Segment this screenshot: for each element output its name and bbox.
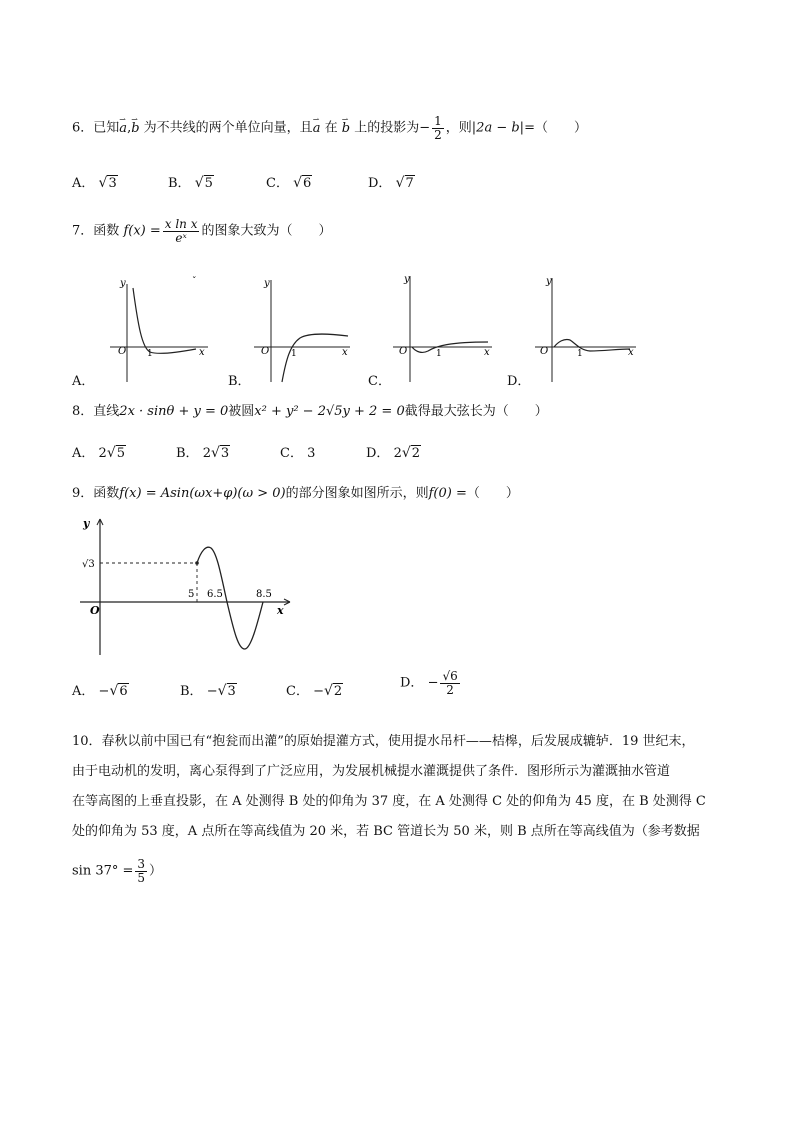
- q9-option-c[interactable]: C． −√2: [286, 683, 343, 699]
- q7-graphs: [70, 270, 650, 388]
- q8-option-b[interactable]: B． 2√3: [176, 445, 230, 461]
- q7-fraction: [163, 218, 200, 244]
- q9-option-d-num: √6: [442, 669, 458, 683]
- q7-option-b-label[interactable]: B．: [228, 374, 251, 389]
- q8-option-a-value: 5: [116, 446, 126, 461]
- q6-option-c-value: 6: [303, 176, 312, 191]
- q6-option-c-label: C．: [266, 176, 289, 191]
- q9-func: f(x) = Asin(ωx+φ)(ω > 0): [119, 486, 286, 501]
- q9-x-label: x: [277, 604, 284, 617]
- q8-tail: 截得最大弦长为（ ）: [404, 404, 548, 419]
- q6-option-b[interactable]: B． √5: [168, 175, 213, 191]
- q7-c-tick-one: 1: [436, 349, 442, 359]
- q8-line-eq: 2x · sinθ + y = 0: [119, 404, 229, 419]
- q9-option-c-label: C．: [286, 684, 309, 699]
- q9-y-label: y: [83, 517, 90, 530]
- q8-option-c-value: 3: [307, 446, 316, 461]
- q9-option-c-value: 2: [333, 684, 343, 699]
- q9-origin: O: [90, 604, 100, 617]
- q7-b-tick-one: 1: [291, 349, 297, 359]
- q9-number: 9．: [72, 486, 94, 501]
- q6-text1: 为不共线的两个单位向量，且: [143, 120, 313, 136]
- q7-a-x-label: x: [199, 347, 205, 358]
- q7-option-c-label[interactable]: C．: [368, 374, 391, 389]
- q6-vec-b2: ⇀ b: [342, 116, 350, 142]
- q6-option-a[interactable]: A． √3: [72, 175, 117, 191]
- q9-option-a-value: 6: [119, 684, 128, 699]
- q7-c-origin: O: [399, 346, 408, 357]
- q7-graph-d[interactable]: [535, 276, 636, 382]
- q7-option-d-label[interactable]: D．: [507, 374, 531, 389]
- q9-ask: f(0) =: [428, 486, 467, 501]
- q6-option-b-label: B．: [168, 176, 191, 191]
- q9-tick-5: 5: [188, 589, 195, 600]
- q6-vec-b: ⇀ b: [131, 116, 139, 142]
- q8-option-d-coef: 2: [393, 446, 402, 461]
- q9-option-c-sign: −: [313, 684, 324, 699]
- q6-text4: ，则: [445, 120, 472, 136]
- q9-tail: （ ）: [466, 486, 519, 501]
- q7-frac-den: eˣ: [175, 230, 187, 245]
- q9-tick-8-5: 8.5: [256, 589, 272, 600]
- q6-expr: |2a − b|: [471, 120, 525, 136]
- q6-option-d-value: 7: [405, 176, 414, 191]
- q10-ref-den: 5: [137, 870, 146, 885]
- q8-option-c[interactable]: [280, 442, 315, 461]
- q10-ref-pre: sin 37° =: [72, 863, 134, 879]
- q7-b-y-label: y: [264, 278, 270, 289]
- q10-ref-num: 3: [137, 857, 146, 871]
- q10-line4: 处的仰角为 53 度，A 点所在等高线值为 20 米，若 BC 管道长为 50 米，则 B 点所在等高线值为（参考数据: [72, 824, 700, 839]
- q10-line2: 由于电动机的发明，离心泵得到了广泛应用，为发展机械提水灌溉提供了条件．图形所示为灌溉抽水管道: [72, 764, 671, 779]
- q9-option-a[interactable]: A． −√6: [72, 683, 128, 699]
- q8-option-d-label: D．: [366, 446, 390, 461]
- q7-c-y-label: y: [404, 274, 410, 285]
- q6-option-a-label: A．: [72, 176, 95, 191]
- q7-frac-num: x ln x: [164, 217, 198, 231]
- q7-number: 7．: [72, 223, 94, 239]
- q6-option-d-label: D．: [368, 176, 392, 191]
- q7-graph-a[interactable]: [110, 276, 208, 382]
- q6-option-b-value: 5: [204, 176, 213, 191]
- q8-stem: [72, 400, 548, 419]
- q9-option-d[interactable]: [400, 670, 462, 696]
- q6-frac-den: 2: [434, 127, 442, 142]
- q8-pre: 直线: [93, 404, 120, 419]
- q9-sqrt3-label: √3: [82, 559, 95, 570]
- q6-pre: 已知: [93, 120, 120, 136]
- q7-d-x-label: x: [628, 347, 634, 358]
- q7-b-origin: O: [261, 346, 270, 357]
- q7-a-curve: [133, 288, 196, 353]
- q8-option-a-label: A．: [72, 446, 95, 461]
- q9-mid: 的部分图象如图所示，则: [285, 486, 429, 501]
- q10-line3: 在等高图的上垂直投影，在 A 处测得 B 处的仰角为 37 度，在 A 处测得 C 处的仰角为 45 度，在 B 处测得 C: [72, 794, 706, 809]
- q6-text3: 上的投影为: [354, 120, 420, 136]
- q7-d-tick-one: 1: [577, 349, 583, 359]
- q6-tail: =（ ）: [524, 120, 587, 136]
- q6-option-d[interactable]: D． √7: [368, 175, 414, 191]
- q7-a-mark: ˇ: [192, 277, 197, 287]
- q6-vec-a: ⇀ a: [119, 116, 127, 142]
- q9-option-b-sign: −: [206, 684, 218, 699]
- q7-stem: [72, 218, 332, 245]
- q7-tail: 的图象大致为（ ）: [201, 223, 332, 239]
- q9-option-d-sign: −: [427, 675, 439, 691]
- q6-option-a-value: 3: [108, 176, 117, 191]
- q9-point: [195, 561, 199, 565]
- q10-reference: [72, 858, 162, 884]
- q7-d-curve: [554, 339, 630, 351]
- q7-a-tick-one: 1: [147, 349, 153, 359]
- q7-a-origin: O: [118, 346, 127, 357]
- q8-circle-eq: x² + y² − 2√5y + 2 = 0: [254, 404, 405, 419]
- q6-number: 6．: [72, 120, 94, 136]
- q9-option-a-label: A．: [72, 684, 95, 699]
- q8-option-b-label: B．: [176, 446, 199, 461]
- q10-ref-tail: ）: [149, 863, 163, 879]
- q9-option-b-value: 3: [227, 684, 236, 699]
- q9-option-a-sign: −: [98, 684, 110, 699]
- q7-c-x-label: x: [484, 347, 490, 358]
- q7-pre: 函数: [93, 223, 120, 239]
- q7-b-x-label: x: [342, 347, 348, 358]
- q6-frac-num: 1: [434, 114, 442, 128]
- q8-option-b-coef: 2: [202, 446, 211, 461]
- q8-option-d[interactable]: D． 2√2: [366, 445, 421, 461]
- q9-option-d-label: D．: [400, 675, 424, 691]
- q7-graph-c[interactable]: [393, 274, 492, 382]
- q9-graph: [75, 515, 300, 660]
- q8-number: 8．: [72, 404, 94, 419]
- q8-option-b-value: 3: [220, 446, 230, 461]
- q9-tick-6-5: 6.5: [207, 589, 223, 600]
- q7-d-y-label: y: [546, 276, 552, 287]
- q9-pre: 函数: [93, 486, 120, 501]
- q8-option-d-value: 2: [411, 446, 421, 461]
- q9-option-d-den: 2: [446, 682, 454, 697]
- q9-stem: [72, 482, 519, 501]
- q8-option-a[interactable]: A． 2√5: [72, 445, 126, 461]
- q10-line1: 10．春秋以前中国已有“抱瓮而出灌”的原始提灌方式，使用提水吊杆——桔槔，后发展成辘轳．19 世纪末，: [72, 734, 695, 749]
- q7-a-y-label: y: [120, 278, 126, 289]
- q6-option-c[interactable]: C． √6: [266, 175, 312, 191]
- q8-option-a-coef: 2: [98, 446, 107, 461]
- q8-option-c-label: C．: [280, 446, 303, 461]
- q8-mid: 被圆: [228, 404, 255, 419]
- q7-graph-b[interactable]: [254, 278, 350, 382]
- q6-fraction: [432, 115, 444, 141]
- q6-text2: 在: [324, 120, 338, 136]
- q7-d-origin: O: [540, 346, 549, 357]
- q7-func: f(x) =: [123, 223, 161, 239]
- q7-option-a-label[interactable]: A．: [72, 374, 95, 389]
- q9-option-b-label: B．: [180, 684, 203, 699]
- q6-vec-a2: ⇀ a: [313, 116, 321, 142]
- q9-option-b[interactable]: B． −√3: [180, 683, 236, 699]
- q6-stem: 6．已知⇀ a,⇀ b 为不共线的两个单位向量，且⇀ a 在 ⇀ b 上的投影为− $\frac{1}{2}$ ，则|2a − b|=（ ）: [72, 115, 587, 142]
